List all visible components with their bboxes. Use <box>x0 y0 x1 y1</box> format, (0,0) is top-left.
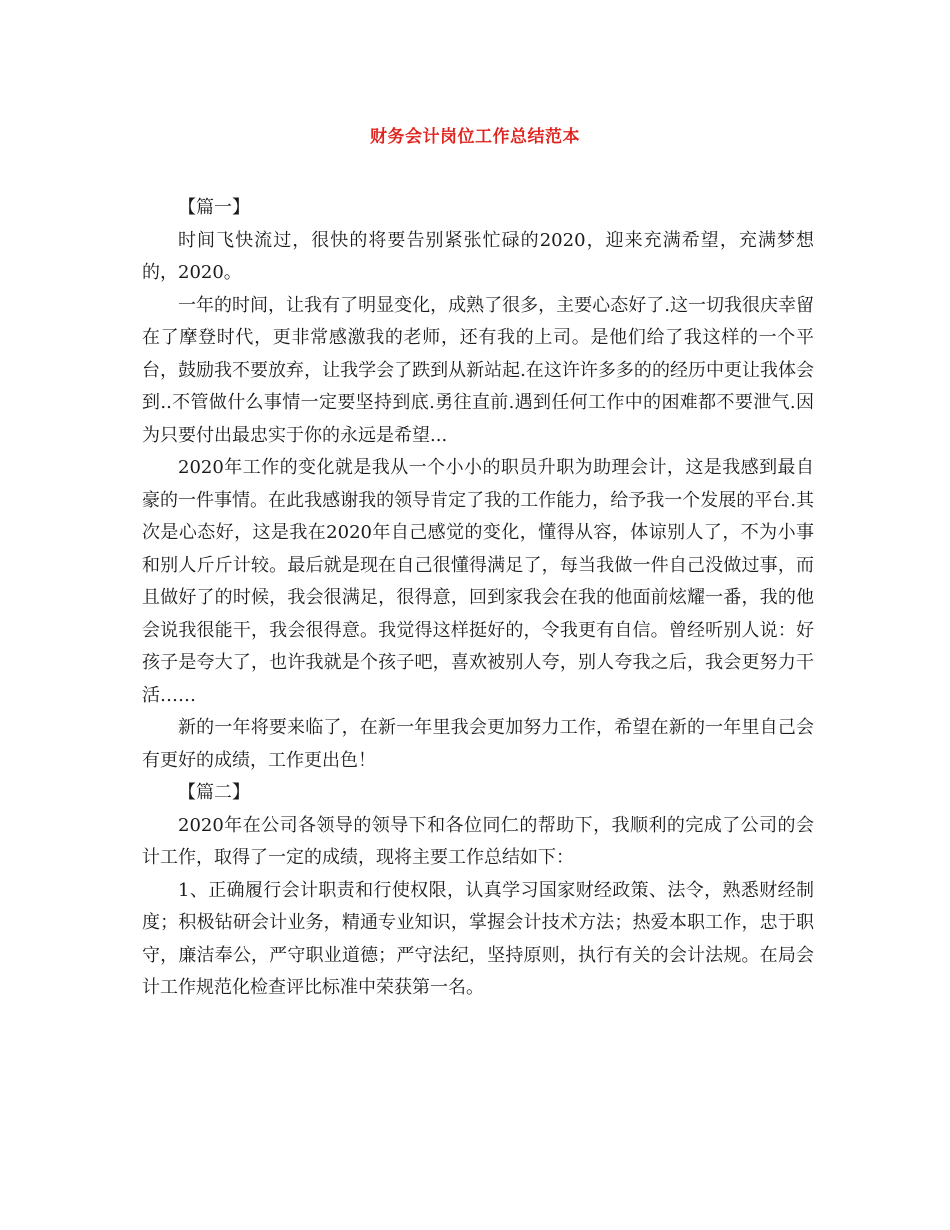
section-heading-2: 【篇二】 <box>178 782 250 803</box>
paragraph: 1、正确履行会计职责和行使权限，认真学习国家财经政策、法令，熟悉财经制度；积极钻研会计业务，精通专业知识，掌握会计技术方法；热爱本职工作，忠于职守，廉洁奉公，严守职业道德；严守法纪，坚持原则，执行有关的会计法规。在局会计工作规范化检查评比标准中荣获第一名。 <box>142 879 814 998</box>
paragraph: 时间飞快流过，很快的将要告别紧张忙碌的2020，迎来充满希望，充满梦想的，2020。 <box>142 229 814 283</box>
paragraph: 2020年在公司各领导的领导下和各位同仁的帮助下，我顺利的完成了公司的会计工作，取得了一定的成绩，现将主要工作总结如下： <box>142 814 814 868</box>
document-body <box>142 192 814 1005</box>
paragraph: 2020年工作的变化就是我从一个小小的职员升职为助理会计，这是我感到最自豪的一件事情。在此我感谢我的领导肯定了我的工作能力，给予我一个发展的平台.其次是心态好，这是我在2020年自己感觉的变化，懂得从容，体谅别人了，不为小事和别人斤斤计较。最后就是现在自己很懂得满足了，每当我做一件自己没做过事，而且做好了的时候，我会很满足，很得意，回到家我会在我的他面前炫耀一番，我的他会说我很能干，我会很得意。我觉得这样挺好的，令我更有自信。曾经听别人说：好孩子是夸大了，也许我就是个孩子吧，喜欢被别人夸，别人夸我之后，我会更努力干活…… <box>142 457 814 706</box>
paragraph: 新的一年将要来临了，在新一年里我会更加努力工作，希望在新的一年里自己会有更好的成绩，工作更出色！ <box>142 717 814 771</box>
section-heading-1: 【篇一】 <box>178 197 250 218</box>
document-title: 财务会计岗位工作总结范本 <box>370 127 580 147</box>
paragraph: 一年的时间，让我有了明显变化，成熟了很多，主要心态好了.这一切我很庆幸留在了摩登时代，更非常感激我的老师，还有我的上司。是他们给了我这样的一个平台，鼓励我不要放弃，让我学会了跌到从新站起.在这许许多多的的经历中更让我体会到..不管做什么事情一定要坚持到底.勇往直前.遇到任何工作中的困难都不要泄气.因为只要付出最忠实于你的永远是希望... <box>142 294 814 446</box>
